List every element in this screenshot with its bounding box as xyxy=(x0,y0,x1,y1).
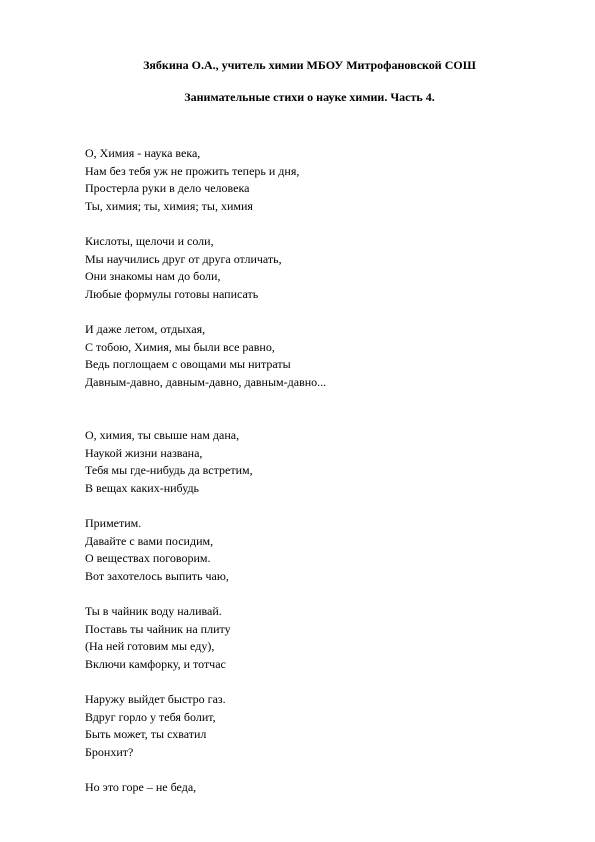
poem-line: Нам без тебя уж не прожить теперь и дня, xyxy=(85,163,300,178)
stanza-spacer xyxy=(85,215,565,233)
stanza-3 xyxy=(85,321,565,391)
poem-line: Наружу выйдет быстро газ. xyxy=(85,692,226,706)
poem-line: Ты в чайник воду наливай. xyxy=(85,604,222,618)
stanza-spacer xyxy=(85,497,565,515)
poem-line: Любые формулы готовы написать xyxy=(85,286,259,301)
poem-line: Они знакомы нам до боли, xyxy=(85,269,221,283)
stanza-spacer xyxy=(85,761,565,779)
stanza-spacer xyxy=(85,673,565,691)
poem-line: Ведь поглощаем с овощами мы нитраты xyxy=(85,357,291,371)
poem-line: Приметим. xyxy=(85,516,142,530)
stanza-6 xyxy=(85,603,565,673)
poem-line: Включи камфорку, и тотчас xyxy=(85,656,226,671)
poem-line: Поставь ты чайник на плиту xyxy=(85,621,231,636)
author-line: Зябкина О.А., учитель химии МБОУ Митрофановской СОШ xyxy=(143,58,476,72)
stanza-spacer xyxy=(85,585,565,603)
stanza-8 xyxy=(85,779,565,797)
poem-line: С тобою, Химия, мы были все равно, xyxy=(85,339,275,354)
poem-line: Но это горе – не беда, xyxy=(85,780,197,794)
poem-line: О, Химия - наука века, xyxy=(85,146,201,160)
poem-line: (На ней готовим мы еду), xyxy=(85,639,215,653)
document-title: Занимательные стихи о науке химии. Часть 4. xyxy=(184,90,435,104)
poem-line: Быть может, ты схватил xyxy=(85,727,207,741)
poem-line: Мы научились друг от друга отличать, xyxy=(85,251,282,266)
poem-line: Простерла руки в дело человека xyxy=(85,181,250,195)
stanza-2 xyxy=(85,233,565,303)
stanza-spacer xyxy=(85,303,565,321)
poem-line: Ты, химия; ты, химия; ты, химия xyxy=(85,198,253,213)
stanza-5 xyxy=(85,515,565,585)
stanza-spacer xyxy=(85,391,565,427)
poem-line: Вот захотелось выпить чаю, xyxy=(85,568,229,583)
stanza-1 xyxy=(85,145,565,215)
poem-line: Вдруг горло у тебя болит, xyxy=(85,709,216,724)
poem-line: И даже летом, отдыхая, xyxy=(85,322,206,336)
stanza-7 xyxy=(85,691,565,761)
poem-line: Бронхит? xyxy=(85,744,134,759)
poem-line: Давайте с вами посидим, xyxy=(85,533,214,548)
poem-body xyxy=(85,145,565,797)
poem-line: О веществах поговорим. xyxy=(85,551,211,565)
poem-line: Наукой жизни названа, xyxy=(85,445,203,460)
poem-line: Кислоты, щелочи и соли, xyxy=(85,234,214,248)
poem-line: Тебя мы где-нибудь да встретим, xyxy=(85,463,253,477)
stanza-4 xyxy=(85,427,565,497)
poem-line: В вещах каких-нибудь xyxy=(85,480,200,495)
poem-line: О, химия, ты свыше нам дана, xyxy=(85,428,240,442)
poem-line: Давным-давно, давным-давно, давным-давно... xyxy=(85,374,327,389)
